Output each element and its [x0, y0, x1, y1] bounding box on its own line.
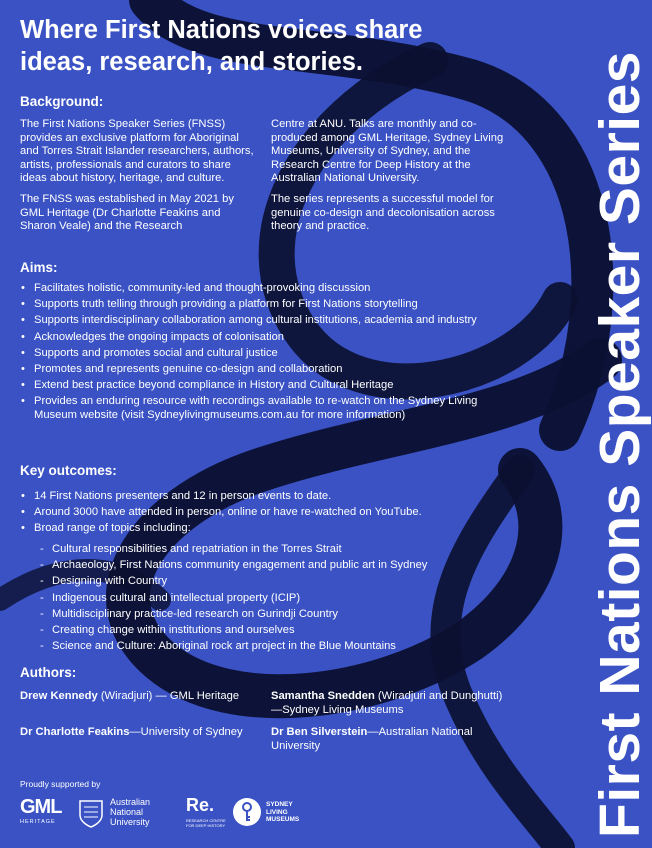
- topic-item: - Science and Culture: Aboriginal rock art project in the Blue Mountains: [40, 640, 520, 654]
- author-name: Drew Kennedy: [20, 690, 98, 702]
- topic-item: - Designing with Country: [40, 575, 520, 589]
- aim-item: • Promotes and represents genuine co-design and collaboration: [20, 363, 520, 377]
- author-name: Dr Charlotte Feakins: [20, 726, 130, 738]
- aim-item: • Supports interdisciplinary collaboration among cultural institutions, academia and industry: [20, 314, 520, 328]
- slm-name: SYDNEY LIVING MUSEUMS: [266, 801, 300, 823]
- topic-item: - Indigenous cultural and intellectual property (ICIP): [40, 592, 520, 606]
- aim-item: • Supports and promotes social and cultural justice: [20, 347, 520, 361]
- aim-item: • Provides an enduring resource with recordings available to re-watch on the Sydney Living Museum website (visit Sydneylivingmuseums.com.au for more information): [20, 395, 520, 422]
- author-name: Samantha Snedden: [271, 690, 375, 702]
- gml-heritage-logo: GML HERITAGE: [20, 796, 62, 825]
- topic-item: - Multidisciplinary practice-led research on Gurindji Country: [40, 608, 520, 622]
- author-entry: [20, 690, 250, 704]
- sponsor-logos: [20, 795, 320, 835]
- background-paragraph: The series represents a successful model for genuine co-design and decolonisation across theory and practice.: [271, 192, 495, 233]
- aims-list: [20, 282, 520, 425]
- author-name: Dr Ben Silverstein: [271, 726, 368, 738]
- author-entry: [271, 726, 511, 753]
- author-affiliation: (Wiradjuri and Dunghutti) —Sydney Living Museums: [271, 690, 503, 716]
- author-entry: [20, 726, 250, 740]
- slm-key-icon: [232, 797, 262, 827]
- topic-item: - Archaeology, First Nations community engagement and public art in Sydney: [40, 559, 520, 573]
- topics-list: [0, 543, 520, 656]
- outcome-item: • Around 3000 have attended in person, online or have re-watched on YouTube.: [20, 506, 520, 520]
- outcome-item: • Broad range of topics including:: [20, 522, 520, 536]
- authors-heading: Authors:: [20, 665, 77, 680]
- author-affiliation: —Australian National University: [271, 726, 473, 752]
- vertical-series-title: First Nations Speaker Series: [588, 50, 652, 838]
- slm-logo: [232, 797, 262, 832]
- research-centre-logo: Re. RESEARCH CENTRE FOR DEEP HISTORY: [186, 795, 226, 828]
- anu-logo: [76, 797, 106, 834]
- background-right-column: [271, 118, 511, 241]
- topic-item: - Creating change within institutions and ourselves: [40, 624, 520, 638]
- aim-item: • Supports truth telling through providing a platform for First Nations storytelling: [20, 298, 520, 312]
- aim-item: • Extend best practice beyond compliance in History and Cultural Heritage: [20, 379, 520, 393]
- anu-name: Australian National University: [110, 797, 151, 827]
- aim-item: • Facilitates holistic, community-led and thought-provoking discussion: [20, 282, 520, 296]
- aims-heading: Aims:: [20, 260, 58, 275]
- background-heading: Background:: [20, 94, 104, 109]
- author-entry: [271, 690, 511, 717]
- headline: Where First Nations voices share ideas, research, and stories.: [20, 16, 423, 76]
- background-paragraph: The First Nations Speaker Series (FNSS) provides an exclusive platform for Aboriginal and Torres Strait Islander researchers, authors, artists, professionals and curators to share ideas about history, heritage, and culture.: [20, 118, 254, 185]
- supported-by-label: Proudly supported by: [20, 779, 101, 789]
- outcomes-heading: Key outcomes:: [20, 463, 117, 478]
- anu-crest-icon: [76, 797, 106, 829]
- author-affiliation: —University of Sydney: [129, 726, 243, 738]
- outcomes-list: [20, 490, 520, 539]
- background-paragraph: The FNSS was established in May 2021 by GML Heritage (Dr Charlotte Feakins and Sharon Veale) and the Research: [20, 192, 234, 233]
- topic-item: - Cultural responsibilities and repatriation in the Torres Strait: [40, 543, 520, 557]
- aim-item: • Acknowledges the ongoing impacts of colonisation: [20, 331, 520, 345]
- background-paragraph: Centre at ANU. Talks are monthly and co-produced among GML Heritage, Sydney Living Museums, University of Sydney, and the Research Centre for Deep History at the Australian National University.: [271, 118, 504, 185]
- author-affiliation: (Wiradjuri) — GML Heritage: [97, 690, 240, 702]
- outcome-item: • 14 First Nations presenters and 12 in person events to date.: [20, 490, 520, 504]
- background-left-column: [20, 118, 258, 241]
